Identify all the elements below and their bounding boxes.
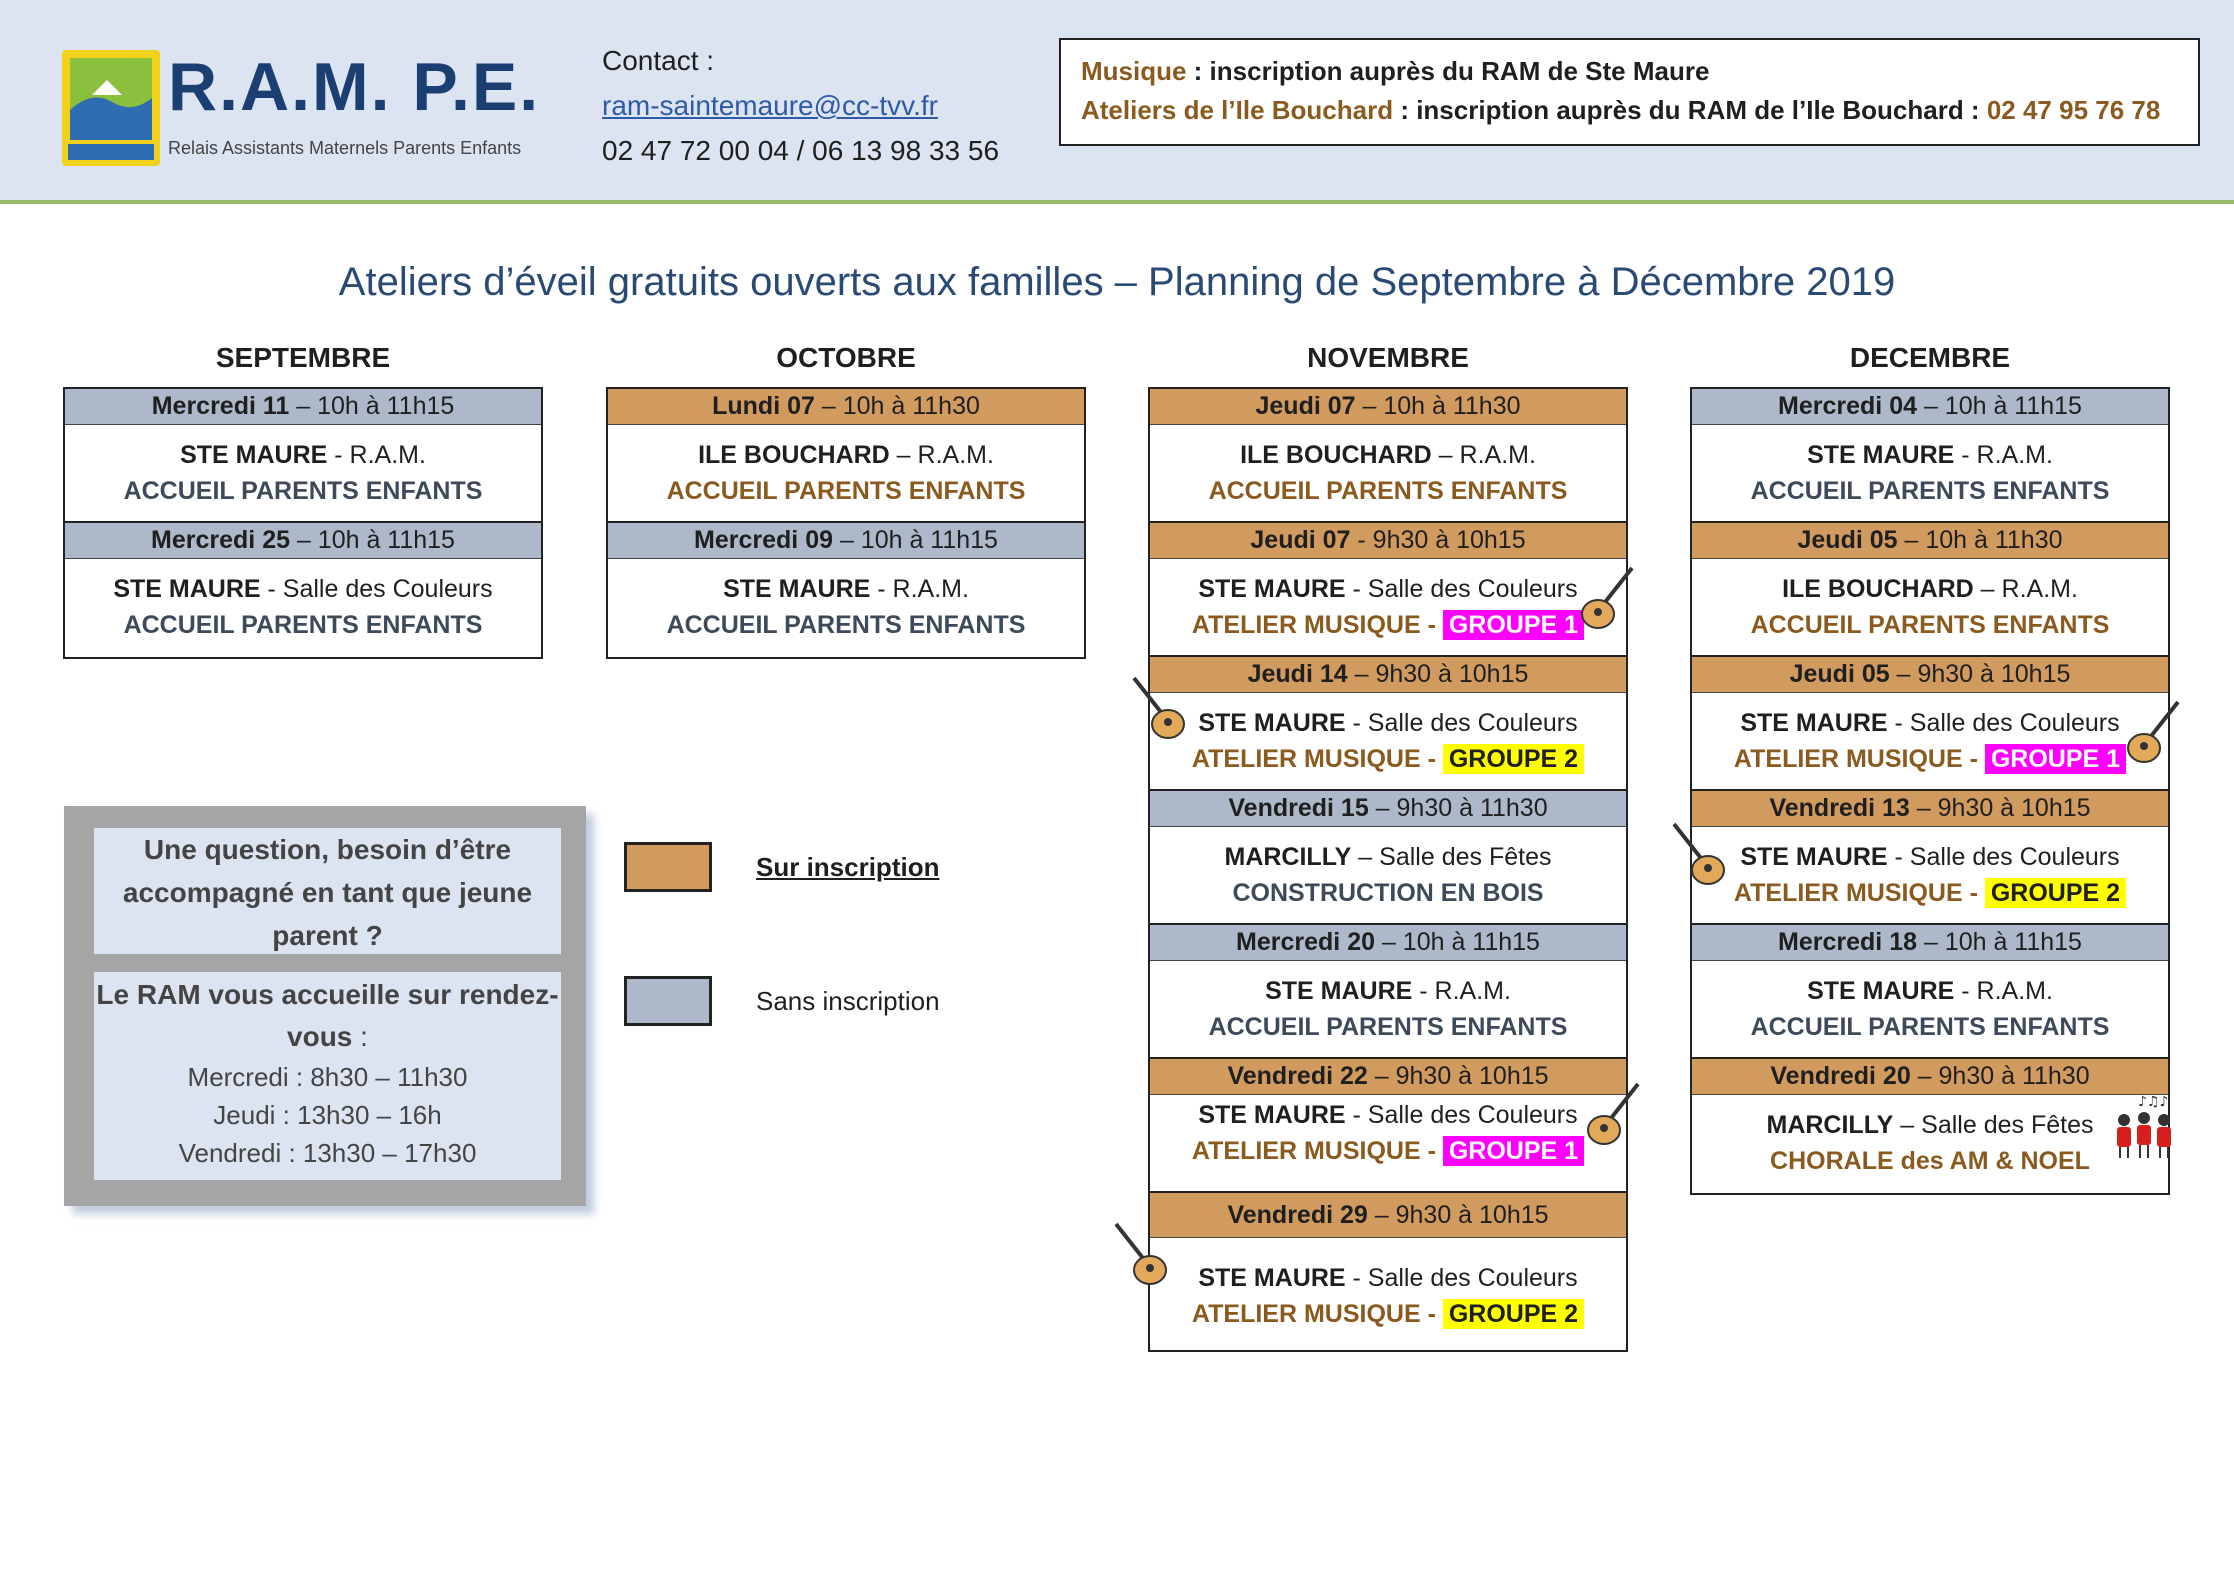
entry-body: ILE BOUCHARD – R.A.M. ACCUEIL PARENTS ENFANTS bbox=[1150, 425, 1626, 523]
group-badge: GROUPE 2 bbox=[1443, 744, 1584, 774]
registration-info-box bbox=[1059, 38, 2200, 146]
entry-date: Jeudi 14 – 9h30 à 10h15 bbox=[1150, 657, 1626, 693]
entry-date: Mercredi 11 – 10h à 11h15 bbox=[65, 389, 541, 425]
brand-subtitle: Relais Assistants Maternels Parents Enfants bbox=[168, 138, 522, 158]
entry-body: STE MAURE - Salle des Couleurs ATELIER MUSIQUE - GROUPE 2 bbox=[1692, 827, 2168, 925]
entry-date: Vendredi 29 – 9h30 à 10h15 bbox=[1150, 1193, 1626, 1238]
guitar-icon bbox=[1128, 672, 1190, 746]
contact-email-link[interactable]: ram-saintemaure@cc-tvv.fr bbox=[602, 90, 938, 121]
info-ilebouchard-phone: 02 47 95 76 78 bbox=[1986, 95, 2161, 125]
entry-body: STE MAURE - R.A.M. ACCUEIL PARENTS ENFANTS bbox=[1692, 961, 2168, 1059]
contact-label: Contact : bbox=[602, 45, 715, 76]
question-text: Une question, besoin d’être accompagné en tant que jeune parent ? bbox=[94, 828, 561, 954]
info-line-ilebouchard bbox=[1081, 91, 2178, 130]
entry-date: Lundi 07 – 10h à 11h30 bbox=[608, 389, 1084, 425]
legend-label-registration: Sur inscription bbox=[756, 852, 940, 882]
rampe-logo bbox=[62, 50, 160, 166]
entry-body: STE MAURE - Salle des Couleurs ATELIER MUSIQUE - GROUPE 1 bbox=[1150, 1095, 1626, 1193]
schedule-november bbox=[1148, 387, 1628, 1352]
entry-body: MARCILLY – Salle des Fêtes CONSTRUCTION EN BOIS bbox=[1150, 827, 1626, 925]
entry-body: STE MAURE - Salle des Couleurs ATELIER MUSIQUE - GROUPE 2 bbox=[1150, 693, 1626, 791]
entry-date: Vendredi 20 – 9h30 à 11h30 bbox=[1692, 1059, 2168, 1095]
entry-date: Vendredi 22 – 9h30 à 10h15 bbox=[1150, 1059, 1626, 1095]
entry-date: Jeudi 07 - 9h30 à 10h15 bbox=[1150, 523, 1626, 559]
schedule-september bbox=[63, 387, 543, 659]
entry-body: STE MAURE - Salle des Couleurs ATELIER MUSIQUE - GROUPE 2 bbox=[1150, 1238, 1626, 1350]
contact-phone: 02 47 72 00 04 / 06 13 98 33 56 bbox=[602, 135, 1000, 166]
appointment-info bbox=[94, 972, 561, 1180]
group-badge: GROUPE 1 bbox=[1443, 610, 1584, 640]
entry-date: Jeudi 07 – 10h à 11h30 bbox=[1150, 389, 1626, 425]
svg-text:♪♫♪: ♪♫♪ bbox=[2138, 1094, 2169, 1110]
guitar-icon bbox=[1576, 562, 1638, 636]
entry-date: Mercredi 18 – 10h à 11h15 bbox=[1692, 925, 2168, 961]
appointment-lead-suffix: : bbox=[352, 1021, 368, 1052]
contact-block bbox=[602, 38, 999, 173]
entry-body: STE MAURE - R.A.M. ACCUEIL PARENTS ENFANTS bbox=[65, 425, 541, 523]
schedule-december bbox=[1690, 387, 2170, 1195]
entry-date: Vendredi 15 – 9h30 à 11h30 bbox=[1150, 791, 1626, 827]
entry-body: STE MAURE - Salle des Couleurs ATELIER MUSIQUE - GROUPE 1 bbox=[1150, 559, 1626, 657]
group-badge: GROUPE 1 bbox=[1985, 744, 2126, 774]
guitar-icon bbox=[1668, 818, 1730, 892]
group-badge: GROUPE 2 bbox=[1985, 878, 2126, 908]
brand-name: R.A.M. P.E. bbox=[168, 49, 541, 125]
hours-friday: Vendredi : 13h30 – 17h30 bbox=[178, 1138, 477, 1168]
entry-body: STE MAURE - R.A.M. ACCUEIL PARENTS ENFANTS bbox=[1150, 961, 1626, 1059]
hours-thursday: Jeudi : 13h30 – 16h bbox=[213, 1100, 442, 1130]
month-title-november: NOVEMBRE bbox=[1307, 342, 1469, 373]
hours-wednesday: Mercredi : 8h30 – 11h30 bbox=[187, 1062, 468, 1092]
entry-date: Jeudi 05 – 9h30 à 10h15 bbox=[1692, 657, 2168, 693]
guitar-icon bbox=[1582, 1078, 1644, 1152]
entry-body: STE MAURE - Salle des Couleurs ATELIER MUSIQUE - GROUPE 1 bbox=[1692, 693, 2168, 791]
entry-date: Mercredi 09 – 10h à 11h15 bbox=[608, 523, 1084, 559]
entry-body: ILE BOUCHARD – R.A.M. ACCUEIL PARENTS ENFANTS bbox=[608, 425, 1084, 523]
info-ilebouchard-label: Ateliers de l’Ile Bouchard bbox=[1081, 95, 1394, 125]
info-music-label: Musique bbox=[1081, 56, 1187, 86]
entry-date: Mercredi 04 – 10h à 11h15 bbox=[1692, 389, 2168, 425]
guitar-icon bbox=[2122, 696, 2184, 770]
info-ilebouchard-text: : inscription auprès du RAM de l’Ile Bouchard : bbox=[1393, 95, 1987, 125]
legend-swatch-registration bbox=[624, 842, 712, 892]
schedule-october bbox=[606, 387, 1086, 659]
choir-singers-icon bbox=[2108, 1092, 2190, 1162]
question-box bbox=[64, 806, 586, 1206]
legend-swatch-no-registration bbox=[624, 976, 712, 1026]
month-title-october: OCTOBRE bbox=[776, 342, 916, 373]
guitar-icon bbox=[1110, 1218, 1172, 1292]
entry-body: ILE BOUCHARD – R.A.M. ACCUEIL PARENTS ENFANTS bbox=[1692, 559, 2168, 657]
entry-body: MARCILLY – Salle des Fêtes CHORALE des AM & NOEL bbox=[1766, 1111, 2094, 1175]
info-line-music bbox=[1081, 52, 2178, 91]
header-band bbox=[0, 0, 2234, 204]
group-badge: GROUPE 1 bbox=[1443, 1136, 1584, 1166]
entry-date: Mercredi 20 – 10h à 11h15 bbox=[1150, 925, 1626, 961]
entry-date: Mercredi 25 – 10h à 11h15 bbox=[65, 523, 541, 559]
appointment-lead: Le RAM vous accueille sur rendez-vous bbox=[96, 979, 559, 1052]
group-badge: GROUPE 2 bbox=[1443, 1299, 1584, 1329]
entry-body: STE MAURE - R.A.M. ACCUEIL PARENTS ENFANTS bbox=[1692, 425, 2168, 523]
entry-date: Jeudi 05 – 10h à 11h30 bbox=[1692, 523, 2168, 559]
month-title-december: DECEMBRE bbox=[1849, 342, 2011, 373]
info-music-text: : inscription auprès du RAM de Ste Maure bbox=[1186, 56, 1710, 86]
entry-date: Vendredi 13 – 9h30 à 10h15 bbox=[1692, 791, 2168, 827]
page-title: Ateliers d’éveil gratuits ouverts aux familles – Planning de Septembre à Décembre 2019 bbox=[338, 260, 1896, 304]
legend-label-no-registration: Sans inscription bbox=[756, 986, 940, 1016]
entry-body: STE MAURE - R.A.M. ACCUEIL PARENTS ENFANTS bbox=[666, 575, 1026, 639]
month-title-september: SEPTEMBRE bbox=[215, 342, 391, 373]
entry-body: STE MAURE - Salle des Couleurs ACCUEIL PARENTS ENFANTS bbox=[113, 575, 493, 639]
